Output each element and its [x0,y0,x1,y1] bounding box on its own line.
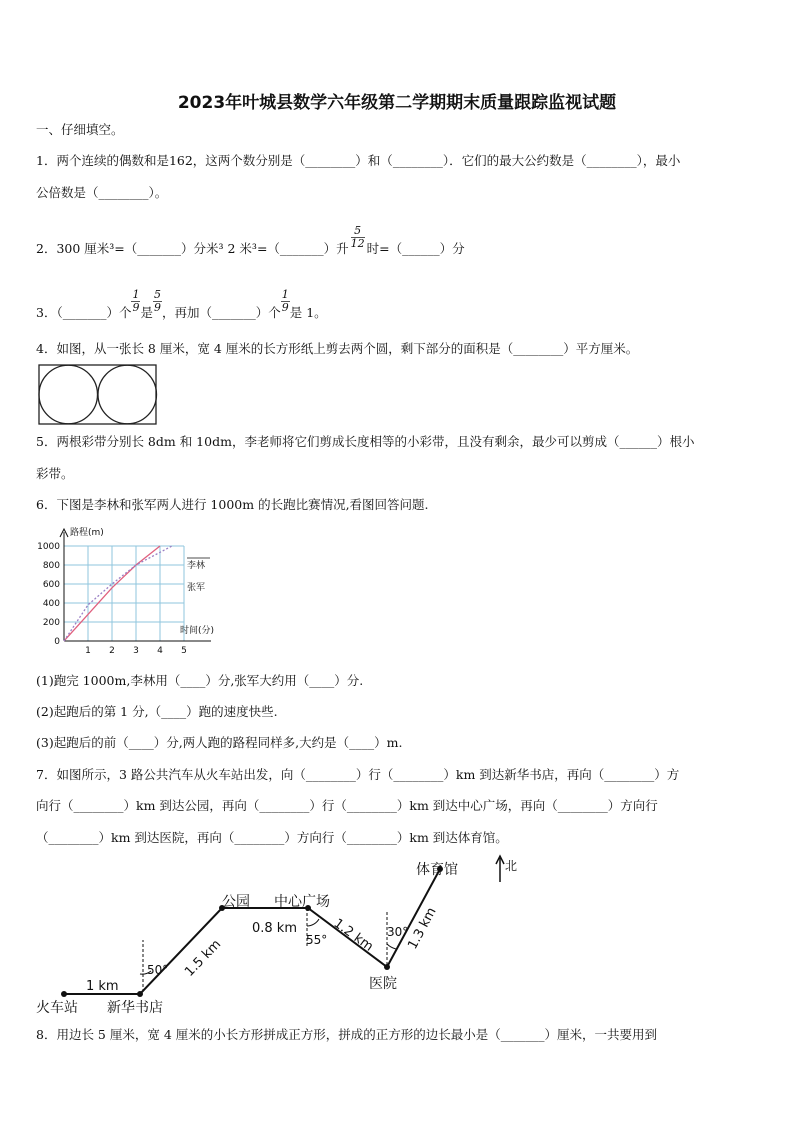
question-6-sub-1: (1)跑完 1000m,李林用（____）分,张军大约用（____）分. [36,673,364,688]
bookstore-label: 新华书店 [107,1000,163,1016]
circle-left [39,365,98,424]
chart-x-label: 时间(分) [180,626,215,636]
series-line-2 [64,546,172,641]
question-7-line-1: 7．如图所示，3 路公共汽车从火车站出发，向（________）行（________）km 到达新华书店，再向（________）方 [36,767,680,782]
question-8: 8．用边长 5 厘米，宽 4 厘米的小长方形拼成正方形，拼成的正方形的边长最小是（_______）厘米，一共要用到 [36,1027,658,1042]
page-title: 2023年叶城县数学六年级第二学期期末质量跟踪监视试题 [177,93,617,113]
question-1-line-2: 公倍数是（________）。 [36,185,168,200]
angle-label: 50° [147,963,169,977]
distance-label: 1.2 km [330,916,376,955]
question-7-line-3: （________）km 到达医院，再向（________）方向行（________）km 到达体育馆。 [36,830,508,845]
fraction-denominator: 9 [153,300,161,314]
question-2 [36,223,465,275]
circle-right [98,365,157,424]
y-tick-label: 200 [42,618,60,628]
north-label: 北 [505,859,518,873]
fraction-denominator: 9 [132,300,140,314]
fraction-numerator: 1 [281,287,289,301]
angle-arc [307,919,319,926]
chart-grid [64,546,184,641]
question-6-intro: 6．下图是李林和张军两人进行 1000m 的长跑比赛情况,看图回答问题. [36,497,429,512]
x-tick-label: 5 [181,646,187,656]
legend-label: 李林 [187,561,206,571]
bookstore-point [137,991,143,997]
y-tick-label: 800 [42,561,60,571]
question-3-part-4: 是 1。 [289,305,327,320]
distance-label: 1.5 km [182,936,225,980]
fraction-numerator: 1 [132,287,140,301]
gym-label: 体育馆 [416,862,458,878]
y-tick-label: 400 [42,599,60,609]
chart-legend [187,558,210,593]
distance-label: 1.3 km [405,905,440,952]
x-tick-label: 4 [157,646,163,656]
question-3 [36,287,327,339]
rectangle-two-circles-figure [38,364,158,426]
angle-label: 30° [387,925,409,939]
park-label: 公园 [222,894,250,910]
angle-arc [387,944,396,949]
question-3-fraction-2 [153,289,162,314]
station-point [61,991,67,997]
question-3-part-2: 是 [140,305,153,320]
bus-route-map [30,852,530,1020]
fraction-denominator: 12 [350,236,365,250]
chart-y-label: 路程(m) [70,528,104,538]
hospital-label: 医院 [369,976,397,992]
legend-label: 张军 [187,583,206,593]
fraction-numerator: 5 [351,225,365,238]
question-2-part-2: 时=（______）分 [366,241,465,256]
distance-label: 1 km [86,979,119,994]
running-distance-line-chart [34,526,244,658]
question-3-fraction-1 [131,289,140,314]
question-4: 4．如图，从一张长 8 厘米，宽 4 厘米的长方形纸上剪去两个圆，剩下部分的面积是（________）平方厘米。 [36,341,639,356]
question-3-part-1: 3．（_______）个 [36,305,132,320]
fraction-denominator: 9 [281,300,289,314]
question-2-part-1: 2．300 厘米³=（_______）分米³ 2 米³=（_______）升 [36,241,349,256]
chart-series [64,546,172,641]
question-3-part-3: ，再加（_______）个 [161,305,281,320]
y-tick-label: 0 [54,637,60,647]
question-6-sub-2: (2)起跑后的第 1 分,（____）跑的速度快些. [36,704,278,719]
question-3-fraction-3 [281,289,290,314]
question-2-fraction [351,225,365,250]
distance-label: 0.8 km [252,921,297,936]
section-heading: 一、仔细填空。 [36,122,124,137]
station-label: 火车站 [36,1000,78,1016]
question-6-sub-3: (3)起跑后的前（____）分,两人跑的路程同样多,大约是（____）m. [36,735,403,750]
angle-label: 55° [306,933,328,947]
y-tick-label: 1000 [37,542,60,552]
y-tick-label: 600 [42,580,60,590]
plaza-label: 中心广场 [274,894,330,910]
fraction-numerator: 5 [153,287,161,301]
x-tick-label: 1 [85,646,91,656]
question-5-line-2: 彩带。 [36,466,74,481]
x-tick-label: 2 [109,646,115,656]
question-5-line-1: 5．两根彩带分别长 8dm 和 10dm，李老师将它们剪成长度相等的小彩带，且没有剩余，最少可以剪成（______）根小 [36,434,695,449]
x-tick-label: 3 [133,646,139,656]
question-1-line-1: 1．两个连续的偶数和是162，这两个数分别是（________）和（________）．它们的最大公约数是（________），最小 [36,153,681,168]
question-7-line-2: 向行（________）km 到达公园，再向（________）行（________）km 到达中心广场，再向（________）方向行 [36,798,658,813]
